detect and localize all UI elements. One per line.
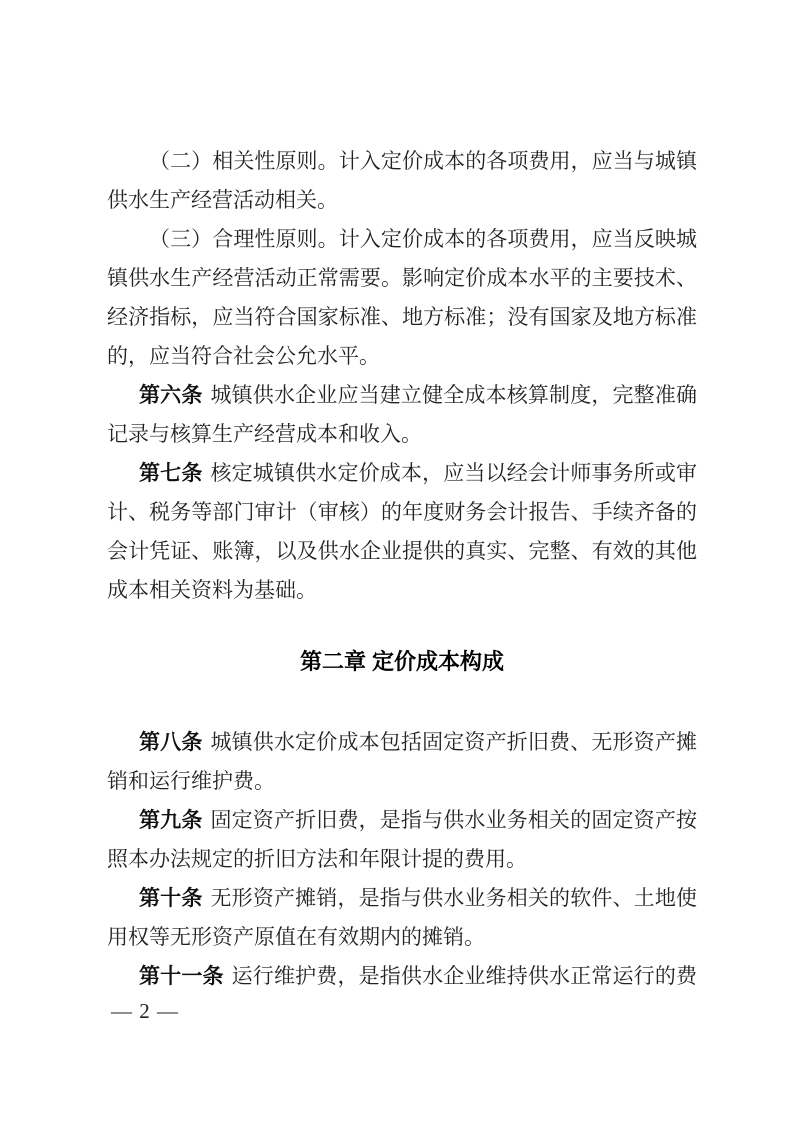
line-text: 销和运行维护费。 <box>107 769 275 793</box>
line-text: 照本办法规定的折旧方法和年限计提的费用。 <box>107 847 527 871</box>
line-text: 城镇供水企业应当建立健全成本核算制度，完整准确 <box>210 383 698 407</box>
line-text: 核定城镇供水定价成本，应当以经会计师事务所或审 <box>210 461 698 485</box>
line-text: 固定资产折旧费，是指与供水业务相关的固定资产按 <box>210 808 698 832</box>
text-line <box>107 337 697 376</box>
line-text: 经济指标，应当符合国家标准、地方标准；没有国家及地方标准 <box>107 305 697 329</box>
text-line <box>107 454 697 493</box>
line-text: 城镇供水定价成本包括固定资产折旧费、无形资产摊 <box>210 730 698 754</box>
text-line <box>107 493 697 532</box>
chapter-heading: 第二章 定价成本构成 <box>299 649 505 674</box>
text-line <box>107 879 697 918</box>
article-number: 第十一条 <box>139 964 224 988</box>
line-text: （三）合理性原则。计入定价成本的各项费用，应当反映城 <box>149 227 697 251</box>
page-number: — 2 — <box>111 999 179 1023</box>
text-line <box>107 801 697 840</box>
line-text: 记录与核算生产经营成本和收入。 <box>107 422 422 446</box>
line-text: 供水生产经营活动相关。 <box>107 188 338 212</box>
line-text: 会计凭证、账簿，以及供水企业提供的真实、完整、有效的其他 <box>107 539 697 563</box>
line-text: 运行维护费，是指供水企业维持供水正常运行的费 <box>231 964 697 988</box>
article-number: 第七条 <box>139 461 203 485</box>
text-line <box>107 571 697 610</box>
article-number: 第九条 <box>139 808 203 832</box>
text-line <box>107 142 697 181</box>
text-line <box>107 415 697 454</box>
text-line <box>107 220 697 259</box>
text-line <box>107 762 697 801</box>
text-line <box>107 376 697 415</box>
line-text: 镇供水生产经营活动正常需要。影响定价成本水平的主要技术、 <box>107 266 697 290</box>
document-body <box>107 142 697 996</box>
article-number: 第六条 <box>139 383 203 407</box>
line-text: 成本相关资料为基础。 <box>107 578 317 602</box>
text-line <box>107 918 697 957</box>
text-line <box>107 957 697 996</box>
text-line <box>107 298 697 337</box>
text-line <box>107 259 697 298</box>
line-text: （二）相关性原则。计入定价成本的各项费用，应当与城镇 <box>149 149 697 173</box>
line-text: 计、税务等部门审计（审核）的年度财务会计报告、手续齐备的 <box>107 500 697 524</box>
line-text: 无形资产摊销，是指与供水业务相关的软件、土地使 <box>210 886 698 910</box>
text-line <box>107 840 697 879</box>
article-number: 第十条 <box>139 886 203 910</box>
article-number: 第八条 <box>139 730 203 754</box>
line-text: 的，应当符合社会公允水平。 <box>107 344 380 368</box>
text-line <box>107 723 697 762</box>
line-text: 用权等无形资产原值在有效期内的摊销。 <box>107 925 485 949</box>
text-line <box>107 181 697 220</box>
text-line <box>107 532 697 571</box>
